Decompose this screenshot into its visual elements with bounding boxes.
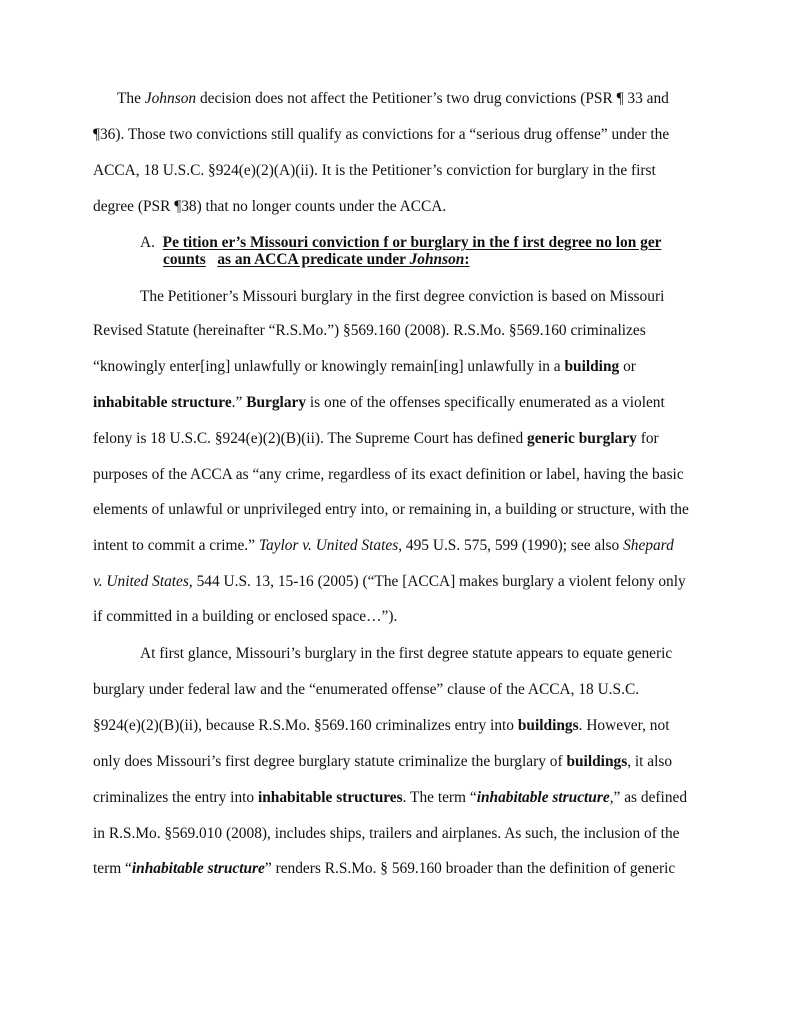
paragraph-1-line-2: ¶36). Those two convictions still qualify as convictions for a “serious drug offense” under the [93,126,670,143]
paragraph-1-line-4: degree (PSR ¶38) that no longer counts under the ACCA. [93,198,447,215]
paragraph-2-line-8: intent to commit a crime.” Taylor v. United States, 495 U.S. 575, 599 (1990); see also Shepard [93,537,674,554]
paragraph-3-line-7: term “inhabitable structure” renders R.S.Mo. § 569.160 broader than the definition of generic [93,860,676,877]
section-heading-text: Pe tition er’s Missouri conviction f or burglary in the f irst degree no lon ger [162,234,662,251]
paragraph-3-line-2: burglary under federal law and the “enumerated offense” clause of the ACCA, 18 U.S.C. [93,681,640,698]
paragraph-2-line-2: Revised Statute (hereinafter “R.S.Mo.”) §569.160 (2008). R.S.Mo. §569.160 criminalizes [93,322,646,339]
paragraph-2-line-4: inhabitable structure.” Burglary is one of the offenses specifically enumerated as a violent [93,394,665,411]
paragraph-1-line-1: The Johnson decision does not affect the Petitioner’s two drug convictions (PSR ¶ 33 and [117,90,669,107]
paragraph-2-line-7: elements of unlawful or unprivileged entry into, or remaining in, a building or structure, with the [93,501,689,518]
paragraph-2-line-3: “knowingly enter[ing] unlawfully or knowingly remain[ing] unlawfully in a building or [93,358,636,375]
section-heading-line-2: counts as an ACCA predicate under Johnson: [163,251,470,268]
paragraph-1-line-3: ACCA, 18 U.S.C. §924(e)(2)(A)(ii). It is the Petitioner’s conviction for burglary in the first [93,162,656,179]
paragraph-2-line-6: purposes of the ACCA as “any crime, regardless of its exact definition or label, having the basic [93,466,684,483]
paragraph-3-line-5: criminalizes the entry into inhabitable structures. The term “inhabitable structure,” as defined [93,789,688,806]
section-heading-line-1 [140,234,662,252]
paragraph-2-line-1: The Petitioner’s Missouri burglary in the first degree conviction is based on Missouri [140,288,665,305]
paragraph-3-line-1: At first glance, Missouri’s burglary in the first degree statute appears to equate generic [140,645,673,662]
paragraph-3-line-4: only does Missouri’s first degree burglary statute criminalize the burglary of buildings, it also [93,753,673,770]
section-marker: A. [140,234,155,251]
paragraph-2-line-9: v. United States, 544 U.S. 13, 15-16 (2005) (“The [ACCA] makes burglary a violent felony only [93,573,686,590]
paragraph-2-line-10: if committed in a building or enclosed space…”). [93,608,398,625]
paragraph-2-line-5: felony is 18 U.S.C. §924(e)(2)(B)(ii). The Supreme Court has defined generic burglary for [93,430,659,447]
paragraph-3-line-6: in R.S.Mo. §569.010 (2008), includes ships, trailers and airplanes. As such, the inclusion of the [93,825,680,842]
paragraph-3-line-3: §924(e)(2)(B)(ii), because R.S.Mo. §569.160 criminalizes entry into buildings. However, not [93,717,670,734]
